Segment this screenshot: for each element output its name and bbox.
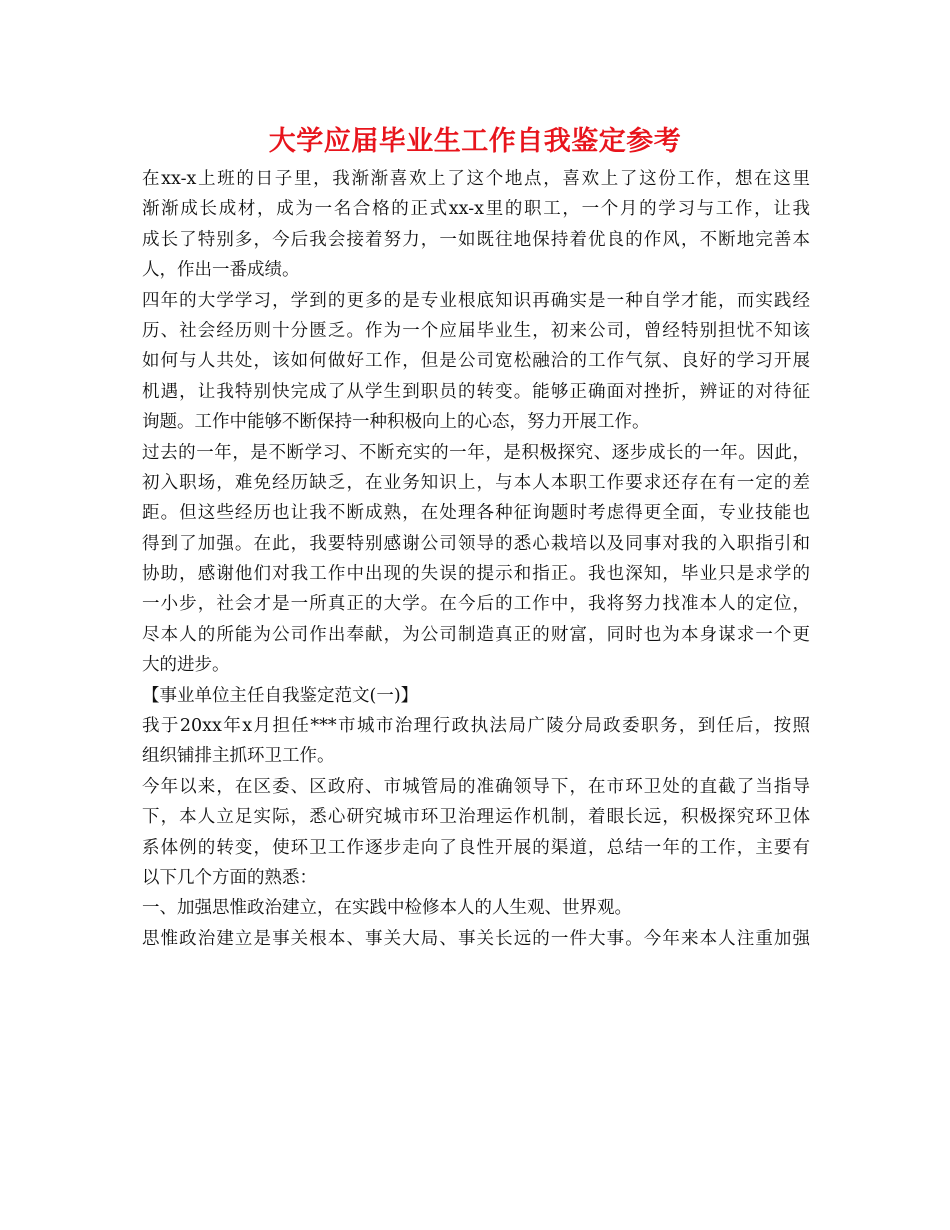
text-line: 渐渐成长成材，成为一名合格的正式xx-x里的职工，一个月的学习与工作，让我: [142, 199, 810, 220]
text-line: 如何与人共处，该如何做好工作，但是公司宽松融洽的工作气氛、良好的学习开展: [142, 351, 810, 372]
text-line: 距。但这些经历也让我不断成熟，在处理各种征询题时考虑得更全面，专业技能也: [142, 503, 810, 524]
text-line: 以下几个方面的熟悉：: [142, 867, 317, 888]
text-line: 人，作出一番成绩。: [142, 260, 300, 281]
section-heading: 【事业单位主任自我鉴定范文(一)】: [142, 685, 419, 706]
text-line: 过去的一年，是不断学习、不断充实的一年，是积极探究、逐步成长的一年。因此，: [142, 442, 810, 463]
text-line: 协助，感谢他们对我工作中出现的失误的提示和指正。我也深知，毕业只是求学的: [142, 564, 810, 585]
text-line: 尽本人的所能为公司作出奉献，为公司制造真正的财富，同时也为本身谋求一个更: [142, 624, 810, 645]
text-line: 系体例的转变，使环卫工作逐步走向了良性开展的渠道，总结一年的工作，主要有: [142, 837, 810, 858]
document-body: [142, 164, 810, 954]
text-line: 四年的大学学习，学到的更多的是专业根底知识再确实是一种自学才能，而实践经: [142, 290, 810, 311]
text-line: 一小步，社会才是一所真正的大学。在今后的工作中，我将努力找准本人的定位，: [142, 594, 810, 615]
text-line: 在xx-x上班的日子里，我渐渐喜欢上了这个地点，喜欢上了这份工作，想在这里: [142, 169, 810, 189]
text-line: 今年以来，在区委、区政府、市城管局的准确领导下，在市环卫处的直截了当指导: [142, 776, 810, 797]
text-line: 大的进步。: [142, 655, 230, 676]
text-line: 历、社会经历则十分匮乏。作为一个应届毕业生，初来公司，曾经特别担忧不知该: [142, 320, 810, 341]
text-line: 组织铺排主抓环卫工作。: [142, 746, 335, 767]
text-line: 机遇，让我特别快完成了从学生到职员的转变。能够正确面对挫折，辨证的对待征: [142, 381, 810, 402]
document-title: 大学应届毕业生工作自我鉴定参考: [268, 126, 682, 157]
text-line: 下，本人立足实际，悉心研究城市环卫治理运作机制，着眼长远，积极探究环卫体: [142, 807, 810, 828]
text-line: 思惟政治建立是事关根本、事关大局、事关长远的一件大事。今年来本人注重加强: [142, 928, 810, 949]
text-line: 询题。工作中能够不断保持一种积极向上的心态，努力开展工作。: [142, 412, 650, 433]
text-line: 得到了加强。在此，我要特别感谢公司领导的悉心栽培以及同事对我的入职指引和: [142, 533, 810, 554]
text-line: 初入职场，难免经历缺乏，在业务知识上，与本人本职工作要求还存在有一定的差: [142, 472, 810, 493]
text-line: 我于20xx年x月担任***市城市治理行政执法局广陵分局政委职务，到任后，按照: [142, 716, 810, 737]
text-line: 一、加强思惟政治建立，在实践中检修本人的人生观、世界观。: [142, 898, 632, 919]
text-line: 成长了特别多，今后我会接着努力，一如既往地保持着优良的作风，不断地完善本: [142, 229, 810, 250]
